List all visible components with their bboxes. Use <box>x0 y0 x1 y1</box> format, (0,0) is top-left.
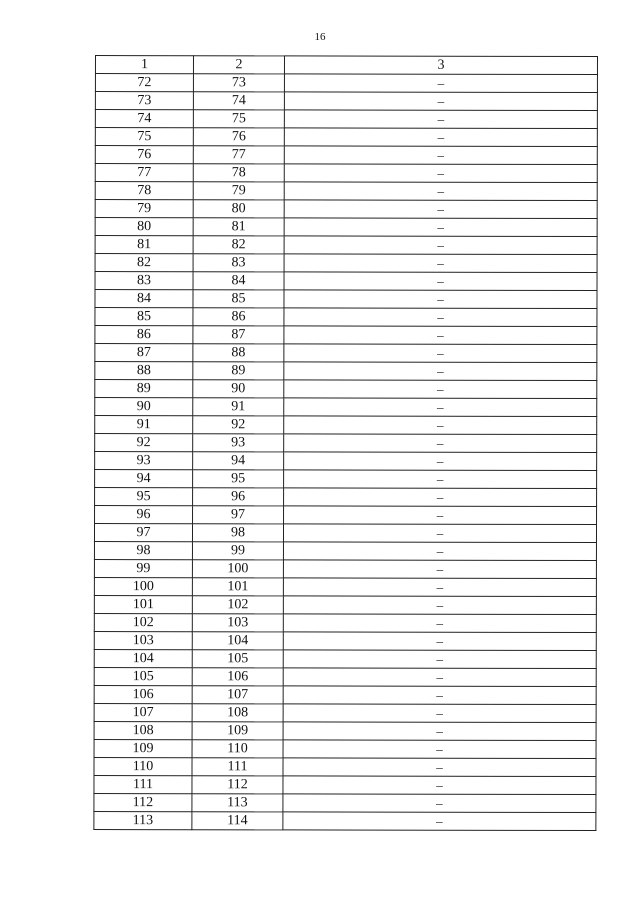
table-row <box>95 344 597 363</box>
table-cell-col-2: 108 <box>192 704 283 722</box>
table-cell-col-3: – <box>284 110 597 129</box>
table-cell-col-3: – <box>284 470 597 489</box>
page-number: 16 <box>314 31 326 43</box>
table-row <box>95 164 597 183</box>
table-row <box>94 542 596 561</box>
table-row <box>94 811 596 830</box>
table-cell-col-1: 105 <box>94 667 192 685</box>
table-cell-col-3: – <box>283 794 596 813</box>
table-cell-col-3: – <box>283 686 596 705</box>
table-cell-col-2: 109 <box>192 722 283 740</box>
table-cell-col-1: 101 <box>94 595 192 613</box>
table-cell-col-1: 81 <box>95 236 193 254</box>
table-cell-col-1: 110 <box>94 757 192 775</box>
table-row <box>95 380 597 399</box>
table-cell-col-3: – <box>284 452 597 471</box>
table-cell-col-3: – <box>283 614 596 633</box>
table-row <box>95 182 597 201</box>
table-cell-col-1: 92 <box>95 434 193 452</box>
table-cell-col-1: 108 <box>94 721 192 739</box>
table-cell-col-3: – <box>284 398 597 417</box>
table-row <box>94 595 596 614</box>
table-cell-col-1: 79 <box>95 200 193 218</box>
table-cell-col-3: – <box>284 92 597 111</box>
table-cell-col-3: – <box>283 596 596 615</box>
table-cell-col-1: 78 <box>95 182 193 200</box>
table-cell-col-1: 100 <box>94 577 192 595</box>
table-cell-col-2: 107 <box>192 686 283 704</box>
table-row <box>95 488 597 507</box>
table-cell-col-1: 102 <box>94 613 192 631</box>
table-cell-col-1: 103 <box>94 631 192 649</box>
table-cell-col-1: 72 <box>95 74 193 92</box>
data-table <box>93 55 598 831</box>
table-row <box>95 362 597 381</box>
table-cell-col-1: 73 <box>95 92 193 110</box>
table-cell-col-3: – <box>284 254 597 273</box>
table-cell-col-2: 80 <box>193 200 284 218</box>
table-cell-col-3: – <box>284 326 597 345</box>
table-cell-col-3: – <box>284 506 597 525</box>
column-header-2: 2 <box>193 56 284 74</box>
table-cell-col-2: 78 <box>193 164 284 182</box>
table-cell-col-3: – <box>284 74 597 93</box>
table-cell-col-2: 102 <box>192 596 283 614</box>
table-cell-col-3: – <box>283 578 596 597</box>
table-cell-col-3: – <box>283 722 596 741</box>
table-cell-col-2: 74 <box>193 92 284 110</box>
table-cell-col-3: – <box>284 128 597 147</box>
table-cell-col-1: 74 <box>95 110 193 128</box>
table-row <box>95 290 597 309</box>
table-row <box>95 92 597 111</box>
table-row <box>94 703 596 722</box>
table-cell-col-3: – <box>283 668 596 687</box>
table-cell-col-2: 98 <box>192 524 283 542</box>
table-row <box>95 416 597 435</box>
table-cell-col-2: 89 <box>193 362 284 380</box>
table-cell-col-1: 87 <box>95 344 193 362</box>
table-cell-col-2: 100 <box>192 560 283 578</box>
table-cell-col-1: 94 <box>95 470 193 488</box>
header-row <box>95 56 597 75</box>
table-cell-col-2: 79 <box>193 182 284 200</box>
table-row <box>95 272 597 291</box>
table-cell-col-2: 99 <box>192 542 283 560</box>
table-cell-col-3: – <box>284 146 597 165</box>
table-cell-col-2: 103 <box>192 614 283 632</box>
table-cell-col-2: 82 <box>193 236 284 254</box>
table-cell-col-3: – <box>284 344 597 363</box>
table-cell-col-1: 113 <box>94 811 192 829</box>
table-cell-col-2: 110 <box>192 740 283 758</box>
table-cell-col-3: – <box>283 776 596 795</box>
table-row <box>94 559 596 578</box>
table-row <box>95 200 597 219</box>
table-cell-col-3: – <box>284 434 597 453</box>
table-row <box>94 793 596 812</box>
table-row <box>94 649 596 668</box>
table-row <box>94 524 596 543</box>
table-cell-col-1: 109 <box>94 739 192 757</box>
table-cell-col-3: – <box>283 650 596 669</box>
table-row <box>95 452 597 471</box>
table-row <box>95 146 597 165</box>
table-cell-col-1: 111 <box>94 775 192 793</box>
table-cell-col-1: 99 <box>94 559 192 577</box>
table-row <box>95 326 597 345</box>
table-cell-col-3: – <box>284 308 597 327</box>
table-row <box>94 577 596 596</box>
table-row <box>95 110 597 129</box>
table-row <box>95 506 597 525</box>
table-cell-col-1: 80 <box>95 218 193 236</box>
table-row <box>95 74 597 93</box>
table-cell-col-2: 92 <box>193 416 284 434</box>
table-row <box>95 398 597 417</box>
table-cell-col-1: 106 <box>94 685 192 703</box>
table-cell-col-2: 90 <box>193 380 284 398</box>
table-cell-col-2: 94 <box>193 452 284 470</box>
column-header-1: 1 <box>95 56 193 74</box>
table-cell-col-2: 96 <box>193 488 284 506</box>
table-body <box>94 74 598 831</box>
table-cell-col-3: – <box>283 758 596 777</box>
table-cell-col-2: 83 <box>193 254 284 272</box>
table-cell-col-2: 114 <box>192 812 283 830</box>
table-cell-col-3: – <box>284 416 597 435</box>
table-row <box>95 128 597 147</box>
table-row <box>94 739 596 758</box>
table-cell-col-3: – <box>284 380 597 399</box>
table-cell-col-3: – <box>283 632 596 651</box>
table-cell-col-3: – <box>283 542 596 561</box>
table-cell-col-1: 90 <box>95 398 193 416</box>
table-row <box>95 236 597 255</box>
table-cell-col-1: 93 <box>95 452 193 470</box>
table-cell-col-2: 97 <box>193 506 284 524</box>
table-cell-col-2: 81 <box>193 218 284 236</box>
table-cell-col-2: 95 <box>193 470 284 488</box>
table-cell-col-1: 86 <box>95 326 193 344</box>
table-cell-col-1: 104 <box>94 649 192 667</box>
table-cell-col-3: – <box>284 290 597 309</box>
table-cell-col-2: 93 <box>193 434 284 452</box>
table-cell-col-1: 91 <box>95 416 193 434</box>
table-cell-col-2: 73 <box>193 74 284 92</box>
table-row <box>94 757 596 776</box>
table-cell-col-3: – <box>284 236 597 255</box>
table-row <box>94 613 596 632</box>
table-cell-col-2: 85 <box>193 290 284 308</box>
table-cell-col-1: 88 <box>95 362 193 380</box>
column-header-3: 3 <box>284 56 597 75</box>
table-cell-col-2: 87 <box>193 326 284 344</box>
table-cell-col-3: – <box>284 182 597 201</box>
table-cell-col-3: – <box>283 812 596 831</box>
table-cell-col-1: 77 <box>95 164 193 182</box>
table-cell-col-3: – <box>283 524 596 543</box>
table-row <box>94 685 596 704</box>
table-cell-col-2: 91 <box>193 398 284 416</box>
table-cell-col-1: 84 <box>95 290 193 308</box>
table-cell-col-3: – <box>283 740 596 759</box>
table-row <box>95 470 597 489</box>
table-cell-col-1: 112 <box>94 793 192 811</box>
table-cell-col-3: – <box>284 200 597 219</box>
table-cell-col-1: 85 <box>95 308 193 326</box>
table-cell-col-3: – <box>284 362 597 381</box>
table-cell-col-2: 84 <box>193 272 284 290</box>
table-cell-col-2: 112 <box>192 776 283 794</box>
table-header <box>95 56 597 75</box>
table-cell-col-2: 105 <box>192 650 283 668</box>
table-cell-col-2: 86 <box>193 308 284 326</box>
table-cell-col-1: 89 <box>95 380 193 398</box>
table-cell-col-2: 113 <box>192 794 283 812</box>
table-cell-col-1: 96 <box>95 506 193 524</box>
table-cell-col-2: 104 <box>192 632 283 650</box>
table-cell-col-3: – <box>284 488 597 507</box>
table-cell-col-1: 98 <box>94 542 192 560</box>
table-cell-col-3: – <box>284 218 597 237</box>
table-cell-col-2: 106 <box>192 668 283 686</box>
table-row <box>95 308 597 327</box>
table-cell-col-1: 83 <box>95 272 193 290</box>
table-cell-col-1: 95 <box>95 488 193 506</box>
table-row <box>95 254 597 273</box>
table-cell-col-1: 75 <box>95 128 193 146</box>
table-row <box>94 667 596 686</box>
table-cell-col-1: 97 <box>94 524 192 542</box>
table-cell-col-2: 76 <box>193 128 284 146</box>
table-cell-col-2: 77 <box>193 146 284 164</box>
table-row <box>94 631 596 650</box>
table-row <box>94 721 596 740</box>
table-cell-col-1: 107 <box>94 703 192 721</box>
table-cell-col-3: – <box>284 272 597 291</box>
table-cell-col-1: 76 <box>95 146 193 164</box>
table-row <box>95 218 597 237</box>
table-cell-col-2: 101 <box>192 578 283 596</box>
table-cell-col-3: – <box>283 560 596 579</box>
table-row <box>95 434 597 453</box>
table-row <box>94 775 596 794</box>
table-cell-col-1: 82 <box>95 254 193 272</box>
table-cell-col-3: – <box>283 704 596 723</box>
table-cell-col-2: 111 <box>192 758 283 776</box>
table-cell-col-3: – <box>284 164 597 183</box>
table-cell-col-2: 75 <box>193 110 284 128</box>
table-cell-col-2: 88 <box>193 344 284 362</box>
